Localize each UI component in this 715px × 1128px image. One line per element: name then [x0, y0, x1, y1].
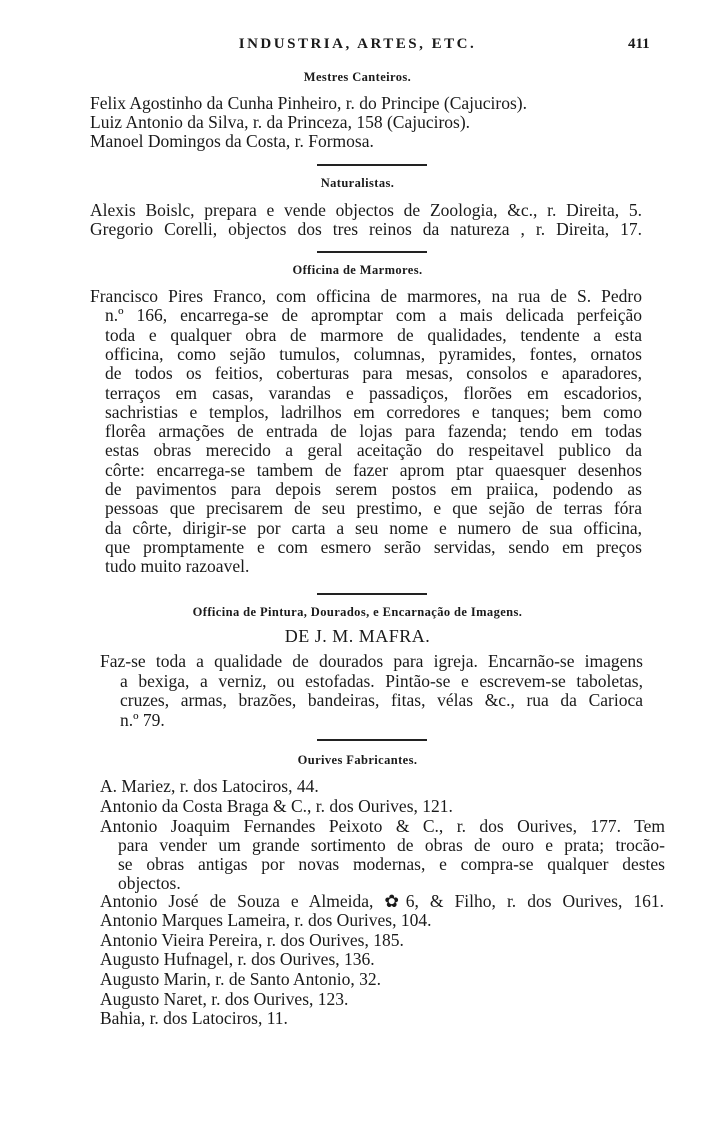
entry-line: terraços em casas, varandas e passadiços, florões em escadorios,	[105, 382, 642, 403]
entry-line: a bexiga, a verniz, ou estofadas. Pintão-se e escrevem-se taboletas,	[120, 670, 643, 691]
entry-line: Luiz Antonio da Silva, r. da Princeza, 158 (Cajuciros).	[90, 112, 471, 132]
entry-line: Felix Agostinho da Cunha Pinheiro, r. do Principe (Cajuciros).	[90, 93, 527, 113]
section-heading: Officina de Marmores.	[292, 263, 423, 277]
entry-line: Manoel Domingos da Costa, r. Formosa.	[90, 131, 374, 151]
entry-line: Antonio da Costa Braga & C., r. dos Ourives, 121.	[100, 796, 453, 816]
entry-line: officina, como sejão tumulos, columnas, pyramides, fontes, ornatos	[105, 343, 642, 364]
section-heading: Naturalistas.	[320, 176, 395, 190]
section-divider	[317, 593, 427, 595]
section-subheading: DE J. M. MAFRA.	[284, 626, 431, 646]
entry-line: da côrte, dirigir-se por carta a seu nome e numero de sua officina,	[105, 517, 642, 538]
entry-line: A. Mariez, r. dos Latociros, 44.	[100, 776, 319, 796]
entry-line: Gregorio Corelli, objectos dos tres reinos da natureza , r. Direita, 17.	[90, 219, 642, 239]
entry-line: Faz-se toda a qualidade de dourados para igreja. Encarnão-se imagens	[100, 651, 643, 671]
section-divider	[317, 739, 427, 741]
section-heading: Mestres Canteiros.	[303, 70, 412, 84]
entry-line: Augusto Naret, r. dos Ourives, 123.	[100, 989, 349, 1009]
entry-line: cruzes, armas, brazões, bandeiras, fitas, vélas &c., rua da Carioca	[120, 690, 643, 711]
entry-line: n.º 79.	[120, 709, 165, 730]
entry-line: sachristias e templos, ladrilhos em corredores e tanques; bem como	[105, 401, 642, 422]
entry-line: Antonio José de Souza e Almeida, ✿6, & Filho, r. dos Ourives, 161.	[100, 891, 664, 911]
entry-line: n.º 166, encarrega-se de apromptar com a mais delicada perfeição	[105, 305, 642, 326]
entry-line: Augusto Hufnagel, r. dos Ourives, 136.	[100, 949, 375, 969]
section-heading: Officina de Pintura, Dourados, e Encarnação de Imagens.	[192, 605, 523, 619]
entry-line: pessoas que precisarem de seu prestimo, e que sejão de terras fóra	[105, 498, 642, 519]
section-heading: Ourives Fabricantes.	[297, 753, 418, 767]
entry-line: Bahia, r. dos Latociros, 11.	[100, 1008, 288, 1028]
entry-line: que promptamente e com esmero serão servidas, sendo em preços	[105, 536, 642, 557]
page-number: 411	[628, 36, 650, 52]
section-divider	[317, 164, 427, 166]
entry-line: para vender um grande sortimento de obras de ouro e prata; trocão-	[118, 835, 665, 855]
entry-line: Augusto Marin, r. de Santo Antonio, 32.	[100, 969, 381, 989]
entry-line: de todos os feitios, coberturas para mesas, consolos e aparadores,	[105, 363, 642, 384]
entry-line: objectos.	[118, 873, 181, 893]
entry-line: Antonio Joaquim Fernandes Peixoto & C., r. dos Ourives, 177. Tem	[100, 816, 665, 836]
entry-line: côrte: encarrega-se tambem de fazer aprom ptar quaesquer desenhos	[105, 459, 642, 480]
entry-line: florêa armações de entrada de lojas para fazenda; tendo em todas	[105, 421, 642, 442]
section-divider	[317, 251, 427, 253]
entry-line: de pavimentos para depois serem postos em praiica, podendo as	[105, 479, 642, 499]
entry-line: tudo muito razoavel.	[105, 556, 250, 577]
entry-line: estas obras merecido a geral aceitação do respeitavel publico da	[105, 440, 642, 461]
entry-line: toda e qualquer obra de marmore de qualidades, tendente a esta	[105, 324, 642, 345]
entry-line: Antonio Vieira Pereira, r. dos Ourives, 185.	[100, 930, 404, 950]
entry-line: Alexis Boislc, prepara e vende objectos de Zoologia, &c., r. Direita, 5.	[90, 200, 642, 220]
entry-line: Antonio Marques Lameira, r. dos Ourives, 104.	[100, 910, 432, 930]
entry-line: Francisco Pires Franco, com officina de marmores, na rua de S. Pedro	[90, 286, 642, 306]
running-header-title: INDUSTRIA, ARTES, ETC.	[238, 36, 477, 52]
entry-line: se obras antigas por novas modernas, e compra-se qualquer destes	[118, 854, 665, 874]
